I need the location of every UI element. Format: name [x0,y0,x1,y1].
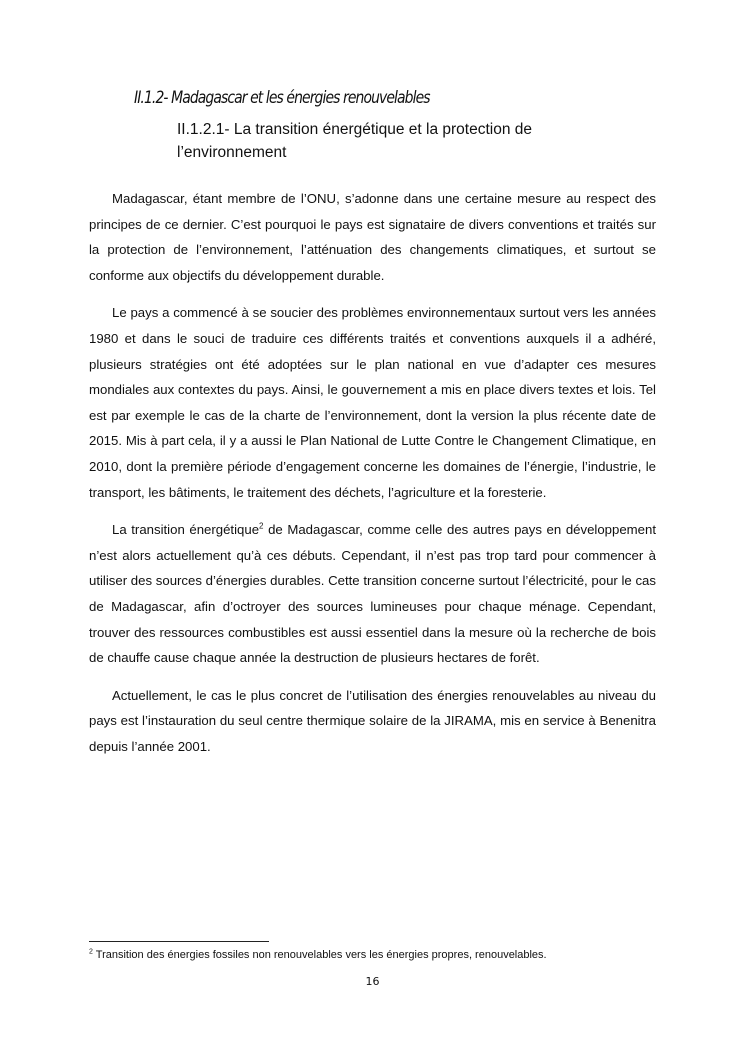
paragraph-3 [89,517,656,671]
section-heading: II.1.2- Madagascar et les énergies renouvelables [134,88,430,108]
paragraph-4: Actuellement, le cas le plus concret de l’utilisation des énergies renouvelables au niveau du pays est l’instauration du seul centre thermique solaire de la JIRAMA, mis en service à Benenitra depuis l’année 2001. [89,687,656,754]
footnote-text: Transition des énergies fossiles non renouvelables vers les énergies propres, renouvelables. [92,949,547,961]
subsection-heading-line-2: l’environnement [177,144,287,161]
footnote-number: 2 [89,948,93,956]
body-text [89,186,656,771]
paragraph-3-rest: de Madagascar, comme celle des autres pays en développement n’est alors actuellement qu’à ces débuts. Cependant, il n’est pas trop tard pour commencer à utiliser des sources d’énergies durables. Cette transition concerne surtout l’électricité, pour le cas de Madagascar, afin d’octroyer des sources lumineuses pour chaque ménage. Cependant, trouver des ressources combustibles est aussi essentiel dans la mesure où la recherche de bois de chauffe cause chaque année la destruction de plusieurs hectares de forêt. [89,522,656,666]
paragraph-2: Le pays a commencé à se soucier des problèmes environnementaux surtout vers les années 1980 et dans le souci de traduire ces différents traités et conventions auxquels il a adhéré, plusieurs stratégies ont été adoptées sur le plan national en vue d’adapter ces mesures mondiales aux contextes du pays. Ainsi, le gouvernement a mis en place divers textes et lois. Tel est par exemple le cas de la charte de l’environnement, dont la version la plus récente date de 2015. Mis à part cela, il y a aussi le Plan National de Lutte Contre le Changement Climatique, en 2010, dont la première période d’engagement concerne les domaines de l’énergie, l’industrie, le transport, les bâtiments, le traitement des déchets, l’agriculture et la foresterie. [89,305,656,500]
footnote [89,948,669,963]
subsection-heading-line-1: II.1.2.1- La transition énergétique et la protection de [177,121,533,138]
paragraph-3-start: La transition énergétique [112,522,260,538]
page-number: 16 [365,975,380,988]
paragraph-1: Madagascar, étant membre de l’ONU, s’adonne dans une certaine mesure au respect des principes de ce dernier. C’est pourquoi le pays est signataire de divers conventions et traités sur la protection de l’environnement, l’atténuation des changements climatiques, et surtout se conforme aux objectifs du développement durable. [89,191,656,283]
subsection-heading [177,118,597,164]
footnote-divider [89,941,269,942]
footnote-reference[interactable]: 2 [259,521,264,531]
